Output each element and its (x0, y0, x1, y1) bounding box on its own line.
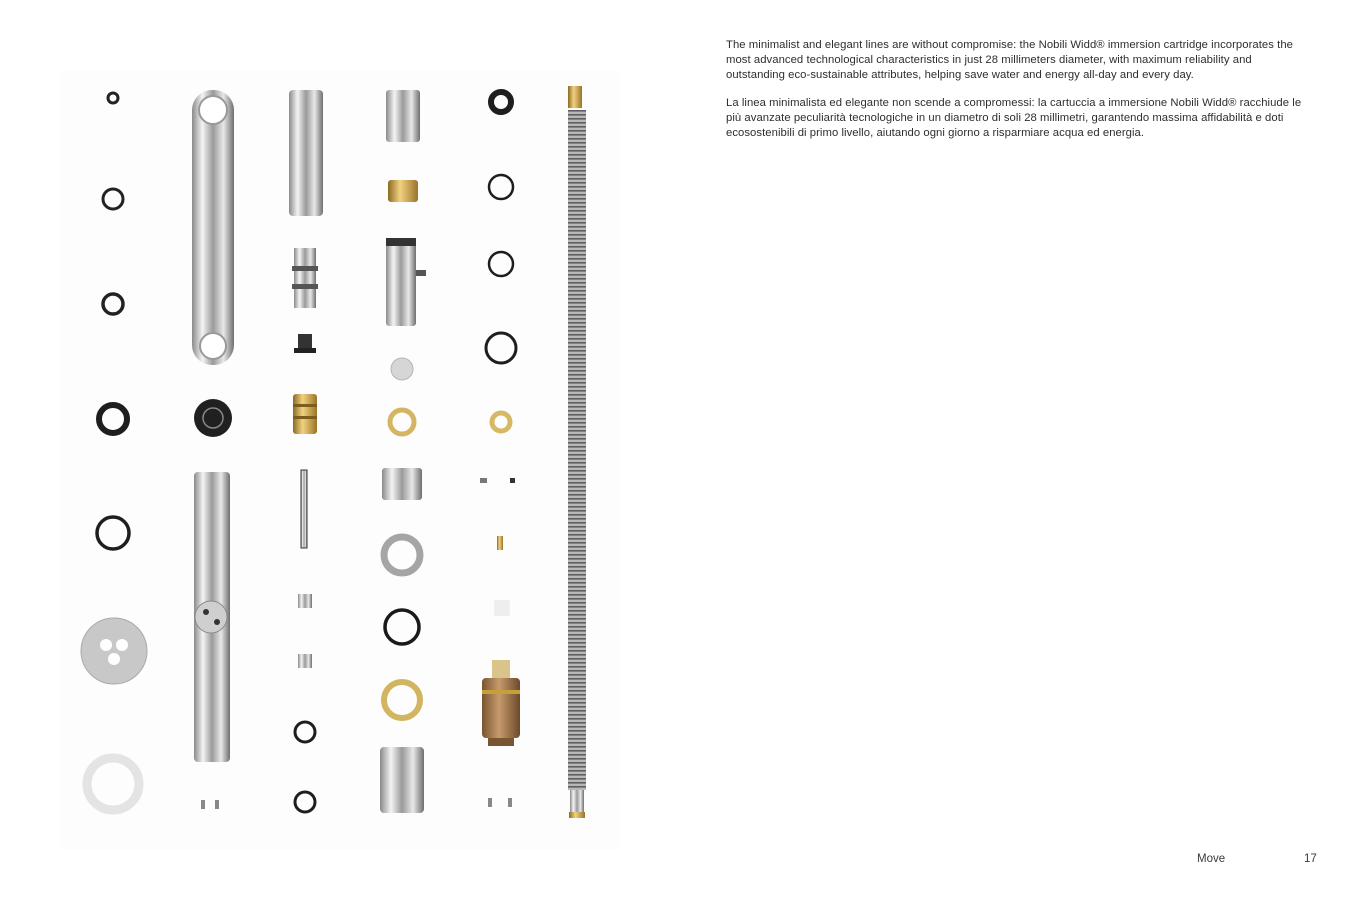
brass-nut (388, 180, 418, 202)
valve-plug (294, 334, 316, 353)
thick-o-ring (99, 405, 127, 433)
small-bushing (298, 594, 312, 608)
large-o-ring (97, 517, 129, 549)
chrome-clip (382, 468, 422, 500)
page-number: 17 (1304, 853, 1317, 865)
o-ring (103, 294, 123, 314)
white-washer (87, 758, 139, 810)
brass-nozzle (293, 394, 317, 434)
pin (301, 470, 307, 548)
chrome-collar (386, 90, 420, 142)
column-5-parts (480, 92, 520, 807)
o-ring (489, 252, 513, 276)
end-cap (194, 399, 232, 437)
section-label: Move (1197, 853, 1226, 865)
handle-lever (192, 90, 234, 365)
brass-ring (492, 413, 510, 431)
o-ring (295, 792, 315, 812)
grub-screws (488, 798, 512, 807)
spout-tube (194, 472, 230, 762)
chrome-sleeve-short (380, 747, 424, 813)
thick-o-ring (491, 92, 511, 112)
o-ring (103, 189, 123, 209)
aerator-disc (81, 618, 147, 684)
o-ring (489, 175, 513, 199)
spring-hose (568, 86, 586, 818)
components-photo (60, 70, 620, 850)
column-3-parts (289, 90, 323, 812)
paragraph-english: The minimalist and elegant lines are without compromise: the Nobili Widd® immersion cartridge incorporates the most advanced technological characteristics in just 28 millimeters diameter, with maximum reliability and outstanding eco-sustainable attributes, helping save water and energy all-day and every day. (726, 39, 1293, 81)
column-4-parts (380, 90, 426, 813)
chrome-ring (384, 537, 420, 573)
description-text (726, 38, 1306, 155)
grub-screws (201, 800, 219, 809)
chrome-sleeve (289, 90, 323, 216)
diverter-body (386, 238, 426, 326)
paragraph-italian: La linea minimalista ed elegante non scende a compromessi: la cartuccia a immersione Nobili Widd® racchiude le più avanzate peculiarità tecnologiche in un diametro di soli 28 millimetri, garantendo massima affidabilità e doti ecosostenibili di primo livello, aiutando ogni giorno a risparmiare acqua ed energia. (726, 97, 1302, 139)
cartridge (482, 660, 520, 746)
small-o-ring (108, 93, 118, 103)
small-bushing (298, 654, 312, 668)
large-o-ring (385, 610, 419, 644)
diverter-stem (292, 248, 318, 308)
brass-pin (497, 536, 503, 550)
brass-gasket-ring (384, 682, 420, 718)
o-ring (295, 722, 315, 742)
brass-ring (390, 410, 414, 434)
large-o-ring (486, 333, 516, 363)
column-1-parts (81, 93, 147, 810)
column-2-parts (192, 90, 234, 809)
tiny-screws (480, 478, 515, 483)
disc-plug (391, 358, 413, 380)
white-seal (494, 600, 510, 616)
